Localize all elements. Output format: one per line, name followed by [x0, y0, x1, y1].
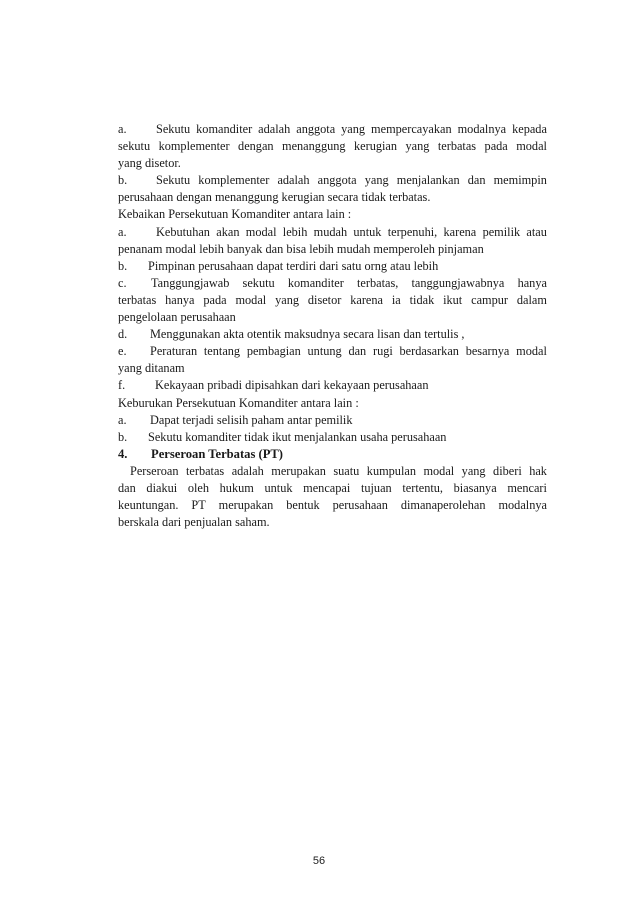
word: yang	[405, 139, 430, 154]
word: dan	[118, 480, 136, 495]
text-line	[118, 138, 547, 155]
list-label: a.	[118, 224, 127, 239]
list-item-a	[118, 224, 547, 241]
word: modal	[516, 344, 547, 359]
word: tidak	[409, 292, 435, 307]
word: lebih	[282, 224, 308, 239]
list-text	[156, 172, 547, 189]
word: tertentu,	[402, 480, 443, 495]
word: modal	[423, 463, 455, 478]
word: dalam	[516, 292, 547, 307]
page-number: 56	[312, 855, 326, 867]
word: memimpin	[493, 173, 547, 188]
word: hanya	[517, 275, 547, 290]
text-line: pengelolaan perusahaan	[118, 310, 236, 325]
word: perusahaan	[332, 498, 388, 513]
word: anggota	[296, 122, 336, 136]
paragraph-line	[118, 480, 547, 497]
word: mudah	[313, 224, 348, 239]
list-text: Pimpinan perusahaan dapat terdiri dari satu orng atau lebih	[148, 258, 439, 273]
word: modal	[235, 292, 267, 307]
word: disetor	[307, 292, 342, 307]
word: ia	[391, 292, 401, 307]
word: bentuk	[286, 498, 320, 513]
paragraph-line	[118, 497, 547, 514]
word: modalnya	[498, 498, 547, 513]
list-label: b.	[118, 429, 128, 444]
word: karena	[350, 292, 383, 307]
word: komanditer	[196, 122, 253, 136]
word: Sekutu	[156, 122, 191, 136]
section-heading	[118, 446, 547, 463]
word: anggota	[317, 173, 357, 188]
list-item-f	[118, 377, 547, 394]
word: tentang	[203, 344, 241, 359]
list-item-d	[118, 326, 547, 343]
list-text: Sekutu komanditer tidak ikut menjalankan usaha perusahaan	[148, 429, 447, 444]
paragraph-line: berskala dari penjualan saham.	[118, 515, 270, 530]
section-label: Keburukan Persekutuan Komanditer antara lain :	[118, 395, 359, 410]
word: dengan	[238, 139, 274, 154]
word: biasanya	[453, 480, 497, 495]
word: yang	[341, 122, 366, 136]
word: modalnya	[457, 122, 507, 136]
list-label: a.	[118, 412, 127, 427]
word: untuk	[264, 480, 293, 495]
word: sekutu	[242, 275, 275, 290]
list-item-c	[118, 275, 547, 292]
word: modal	[516, 139, 547, 154]
word: Kebutuhan	[156, 224, 210, 239]
word: dan	[467, 173, 486, 188]
word: pembagian	[246, 344, 301, 359]
word: modal	[245, 224, 277, 239]
word: PT	[191, 498, 206, 513]
list-item-b	[118, 172, 547, 189]
word: sekutu	[118, 139, 151, 154]
word: untung	[307, 344, 342, 359]
word: menjalankan	[396, 173, 460, 188]
list-label: e.	[118, 344, 127, 359]
word: adalah	[277, 173, 310, 188]
list-item-e	[118, 343, 547, 360]
word: komplementer	[198, 173, 270, 188]
word: komplementer	[158, 139, 230, 154]
list-label: c.	[118, 275, 127, 290]
list-item-a	[118, 121, 547, 138]
word: kumpulan	[366, 463, 416, 478]
word: terpenuhi,	[387, 224, 438, 239]
list-label: d.	[118, 327, 128, 342]
word: kepada	[512, 122, 547, 136]
word: pada	[203, 292, 227, 307]
text-line: yang ditanam	[118, 361, 185, 376]
list-label: f.	[118, 378, 126, 393]
heading-title: Perseroan Terbatas (PT)	[151, 446, 283, 461]
word: pada	[484, 139, 508, 154]
list-label: b.	[118, 173, 128, 188]
word: terbatas	[185, 463, 225, 478]
word: Tanggungjawab	[151, 275, 230, 290]
word: terbatas,	[357, 275, 399, 290]
word: diakui	[146, 480, 178, 495]
word: suatu	[333, 463, 360, 478]
list-label: b.	[118, 258, 128, 273]
body-text	[118, 121, 547, 531]
word: oleh	[187, 480, 209, 495]
list-label: a.	[118, 122, 127, 136]
word: yang	[364, 173, 389, 188]
heading-number: 4.	[118, 446, 128, 461]
word: dan	[348, 344, 367, 359]
word: akan	[216, 224, 240, 239]
word: yang	[275, 292, 299, 307]
word: tujuan	[360, 480, 392, 495]
word: karena	[443, 224, 477, 239]
word: Perseroan	[130, 463, 179, 478]
list-text	[156, 121, 547, 138]
text-line: perusahaan dengan menanggung kerugian secara tidak terbatas.	[118, 190, 431, 205]
paragraph-line	[118, 463, 547, 480]
list-text: Kekayaan pribadi dipisahkan dari kekayaan perusahaan	[155, 378, 429, 393]
word: diberi	[493, 463, 522, 478]
word: komanditer	[287, 275, 344, 290]
word: untuk	[353, 224, 382, 239]
word: kerugian	[354, 139, 398, 154]
word: hak	[529, 463, 547, 478]
word: adalah	[231, 463, 264, 478]
word: Peraturan	[150, 344, 198, 359]
list-item-b	[118, 258, 547, 275]
word: atau	[526, 224, 547, 239]
word: hukum	[219, 480, 254, 495]
word: tanggungjawabnya	[411, 275, 505, 290]
word: hanya	[165, 292, 195, 307]
word: berdasarkan	[399, 344, 459, 359]
word: menanggung	[282, 139, 346, 154]
list-text	[150, 343, 547, 360]
word: yang	[461, 463, 486, 478]
word: adalah	[258, 122, 291, 136]
text-line	[118, 292, 547, 309]
word: pemilik	[482, 224, 521, 239]
word: ikut	[443, 292, 463, 307]
word: besarnya	[465, 344, 510, 359]
word: rugi	[372, 344, 393, 359]
word: campur	[471, 292, 508, 307]
list-item-b	[118, 429, 547, 446]
list-text: Menggunakan akta otentik maksudnya secara lisan dan tertulis ,	[150, 327, 465, 342]
word: dimanaperolehan	[400, 498, 486, 513]
word: merupakan	[218, 498, 274, 513]
word: terbatas	[437, 139, 477, 154]
text-line: penanam modal lebih banyak dan bisa lebih mudah memperoleh pinjaman	[118, 241, 484, 256]
word: Sekutu	[156, 173, 191, 188]
list-item-a	[118, 412, 547, 429]
list-text	[151, 275, 547, 292]
word: keuntungan.	[118, 498, 179, 513]
word: terbatas	[118, 292, 157, 307]
word: merupakan	[271, 463, 326, 478]
section-label: Kebaikan Persekutuan Komanditer antara lain :	[118, 207, 352, 222]
word: mencari	[507, 480, 547, 495]
word: mencapai	[303, 480, 351, 495]
list-text: Dapat terjadi selisih paham antar pemilik	[150, 412, 353, 427]
list-text	[156, 224, 547, 241]
text-line: yang disetor.	[118, 156, 181, 171]
word: mempercayakan	[371, 122, 452, 136]
